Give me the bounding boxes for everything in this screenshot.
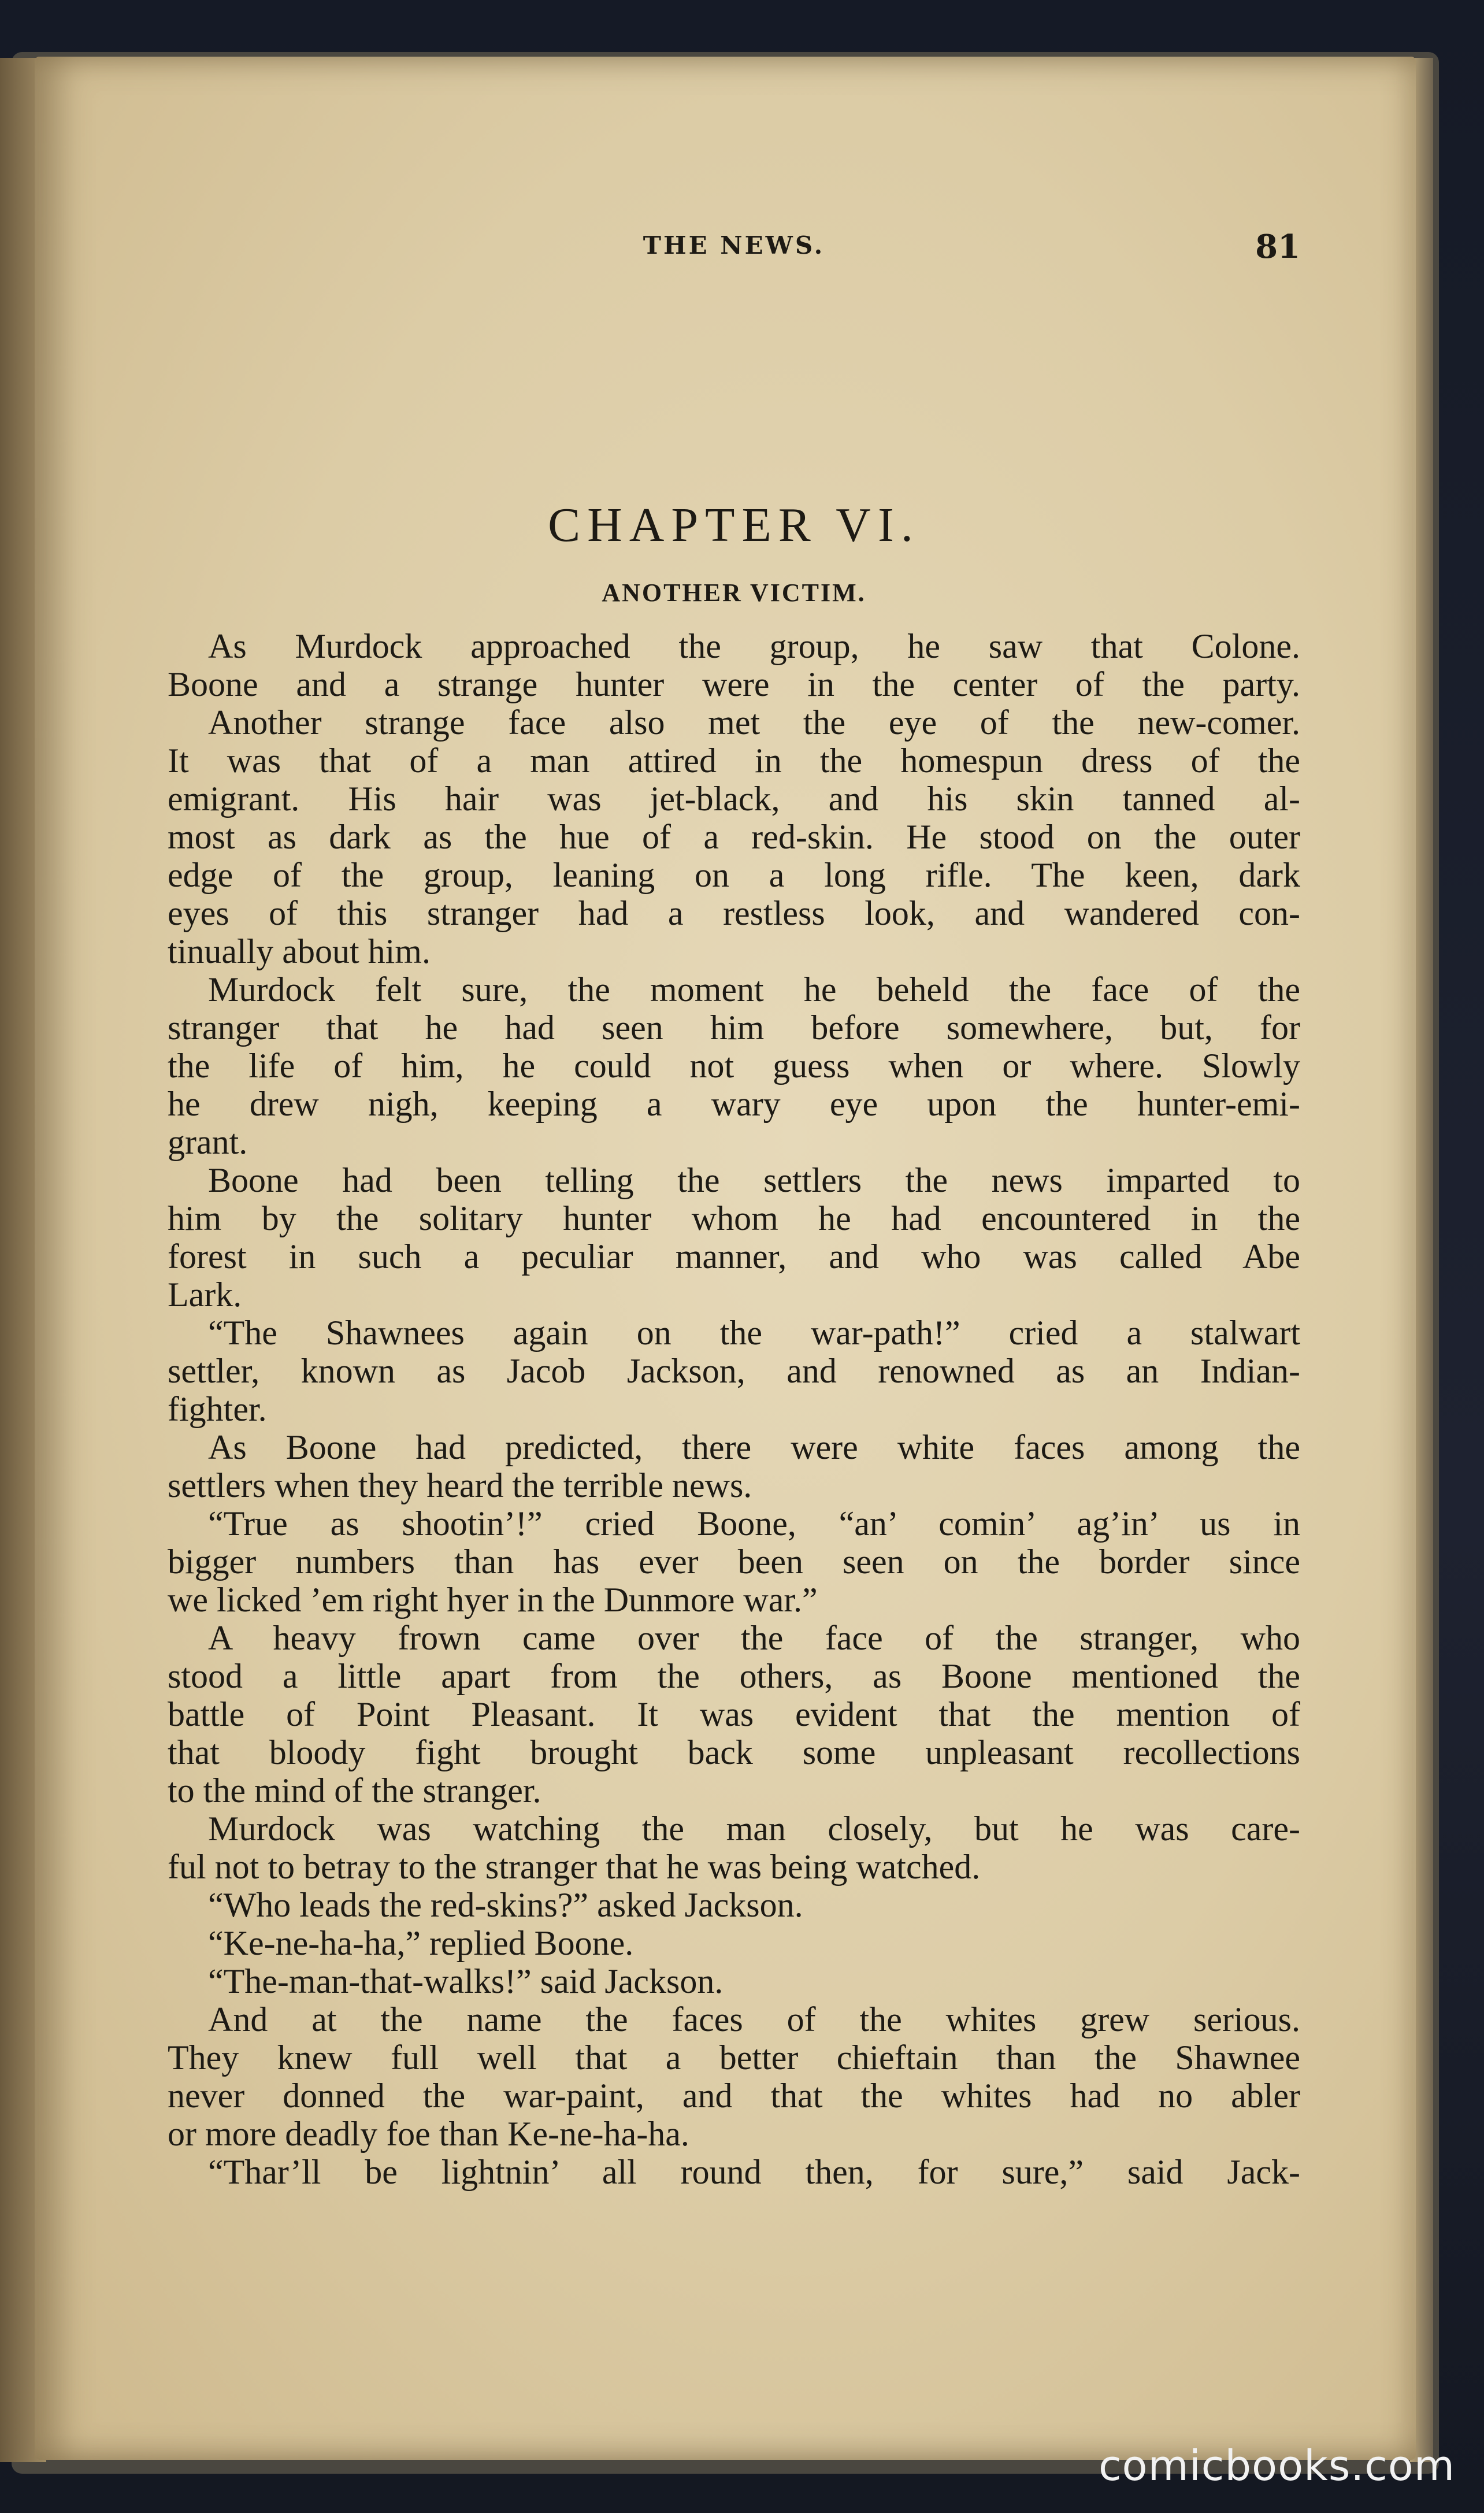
text-line: most as dark as the hue of a red-skin. He stood on the outer xyxy=(168,818,1300,856)
text-line: Boone and a strange hunter were in the center of the party. xyxy=(168,665,1300,703)
watermark-logo: comicbooks.com xyxy=(1098,2441,1455,2490)
text-line: A heavy frown came over the face of the stranger, who xyxy=(208,1619,1300,1657)
text-line: the life of him, he could not guess when or where. Slowly xyxy=(168,1047,1300,1085)
text-line: Another strange face also met the eye of the new-comer. xyxy=(208,703,1300,742)
text-line: tinually about him. xyxy=(168,932,431,970)
text-line: Murdock felt sure, the moment he beheld the face of the xyxy=(208,970,1300,1009)
running-head: THE NEWS. xyxy=(643,231,825,260)
text-line: They knew full well that a better chieftain than the Shawnee xyxy=(168,2038,1300,2077)
text-line: “Thar’ll be lightnin’ all round then, for sure,” said Jack- xyxy=(208,2153,1300,2191)
text-line: “Who leads the red-skins?” asked Jackson. xyxy=(208,1886,803,1924)
text-line: It was that of a man attired in the homespun dress of the xyxy=(168,742,1300,780)
text-line: to the mind of the stranger. xyxy=(168,1771,541,1810)
text-line: As Murdock approached the group, he saw that Colone. xyxy=(208,627,1300,665)
page-header xyxy=(168,228,1300,266)
text-line: As Boone had predicted, there were white faces among the xyxy=(208,1428,1300,1466)
text-line: Lark. xyxy=(168,1276,242,1314)
text-line: emigrant. His hair was jet-black, and his skin tanned al- xyxy=(168,780,1300,818)
text-line: “Ke-ne-ha-ha,” replied Boone. xyxy=(208,1924,634,1962)
text-line: grant. xyxy=(168,1123,248,1161)
text-line: bigger numbers than has ever been seen on the border since xyxy=(168,1543,1300,1581)
chapter-title: CHAPTER VI. xyxy=(548,498,920,552)
text-line: never donned the war-paint, and that the whites had no abler xyxy=(168,2077,1300,2115)
page-number: 81 xyxy=(1255,228,1300,266)
text-line: edge of the group, leaning on a long rifle. The keen, dark xyxy=(168,856,1300,894)
text-line: battle of Point Pleasant. It was evident that the mention of xyxy=(168,1695,1300,1733)
text-line: that bloody fight brought back some unpleasant recollections xyxy=(168,1733,1300,1771)
text-line: “The Shawnees again on the war-path!” cried a stalwart xyxy=(208,1314,1300,1352)
text-line: Boone had been telling the settlers the news imparted to xyxy=(208,1161,1300,1199)
chapter-subtitle: ANOTHER VICTIM. xyxy=(602,579,866,607)
text-line: eyes of this stranger had a restless look, and wandered con- xyxy=(168,894,1300,932)
text-line: “True as shootin’!” cried Boone, “an’ comin’ ag’in’ us in xyxy=(208,1504,1300,1543)
text-line: stranger that he had seen him before somewhere, but, for xyxy=(168,1009,1300,1047)
text-line: stood a little apart from the others, as Boone mentioned the xyxy=(168,1657,1300,1695)
text-line: him by the solitary hunter whom he had encountered in the xyxy=(168,1199,1300,1237)
text-line: or more deadly foe than Ke-ne-ha-ha. xyxy=(168,2115,689,2153)
text-line: ful not to betray to the stranger that he was being watched. xyxy=(168,1848,981,1886)
text-line: Murdock was watching the man closely, but he was care- xyxy=(208,1810,1300,1848)
text-line: “The-man-that-walks!” said Jackson. xyxy=(208,1962,724,2000)
text-line: And at the name the faces of the whites grew serious. xyxy=(208,2000,1300,2038)
text-line: fighter. xyxy=(168,1390,267,1428)
body-text xyxy=(168,627,1300,2191)
text-line: we licked ’em right hyer in the Dunmore war.” xyxy=(168,1581,818,1619)
text-line: forest in such a peculiar manner, and who was called Abe xyxy=(168,1237,1300,1276)
text-line: settler, known as Jacob Jackson, and renowned as an Indian- xyxy=(168,1352,1300,1390)
text-line: he drew nigh, keeping a wary eye upon the hunter-emi- xyxy=(168,1085,1300,1123)
text-line: settlers when they heard the terrible news. xyxy=(168,1466,752,1504)
